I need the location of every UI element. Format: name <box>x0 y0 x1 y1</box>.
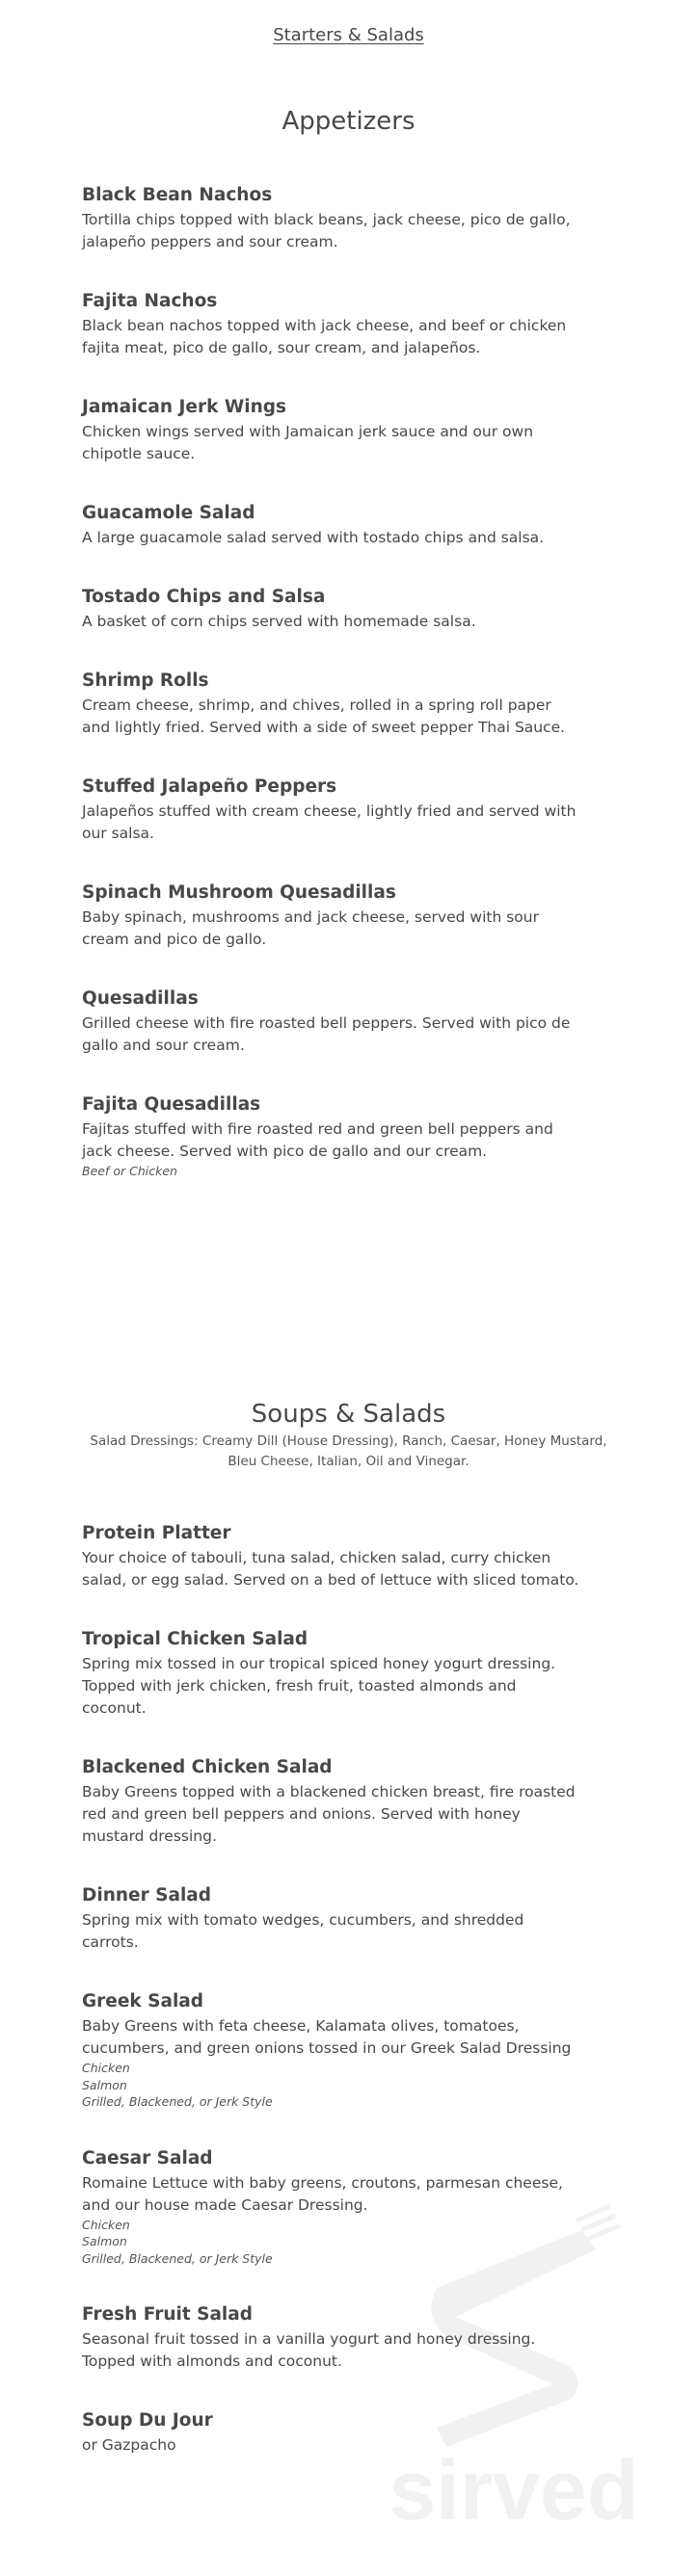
menu-item-description: Baby Greens with feta cheese, Kalamata olives, tomatoes, cucumbers, and green onions tossed in our Greek Salad Dressing <box>82 2017 572 2057</box>
menu-item-name: Tostado Chips and Salsa <box>82 587 326 607</box>
menu-item-name: Black Bean Nachos <box>82 185 273 205</box>
menu-item-option: Beef or Chicken <box>82 1164 177 1178</box>
menu-item <box>82 1754 583 1848</box>
section-title: Soups & Salads <box>251 1400 446 1429</box>
menu-item-name: Quesadillas <box>82 988 199 1009</box>
menu-item <box>82 500 583 549</box>
menu-item-description: or Gazpacho <box>82 2436 176 2454</box>
menu-item-description: Grilled cheese with fire roasted bell peppers. Served with pico de gallo and sour cream. <box>82 1014 571 1054</box>
menu-item-name: Soup Du Jour <box>82 2410 213 2431</box>
menu-item-description: Baby spinach, mushrooms and jack cheese, served with sour cream and pico de gallo. <box>82 908 539 948</box>
menu-item <box>82 1520 583 1591</box>
menu-item-description: Spring mix tossed in our tropical spiced honey yogurt dressing. Topped with jerk chicken, fresh fruit, toasted almonds and coconut. <box>82 1655 556 1717</box>
menu-item-option: Chicken <box>82 2217 130 2232</box>
menu-item-name: Tropical Chicken Salad <box>82 1629 308 1649</box>
starters-salads-link[interactable]: Starters & Salads <box>273 25 424 45</box>
menu-item <box>82 1988 583 2111</box>
soups-salads-section <box>0 1399 697 1472</box>
menu-item-name: Fresh Fruit Salad <box>82 2304 253 2325</box>
menu-item-name: Shrimp Rolls <box>82 670 209 691</box>
section-title: Appetizers <box>281 107 416 136</box>
menu-item <box>82 2301 583 2373</box>
menu-item-option: Salmon <box>82 2077 127 2092</box>
menu-item-name: Spinach Mushroom Quesadillas <box>82 882 396 903</box>
menu-item-description: Seasonal fruit tossed in a vanilla yogurt and honey dressing. Topped with almonds and coconut. <box>82 2330 536 2370</box>
watermark-text: sirved <box>389 2442 639 2534</box>
menu-item-description: Fajitas stuffed with fire roasted red and green bell peppers and jack cheese. Served with pico de gallo and our cream. <box>82 1120 553 1160</box>
menu-item <box>82 2407 583 2457</box>
menu-item-option: Salmon <box>82 2234 127 2248</box>
menu-item-name: Fajita Quesadillas <box>82 1094 261 1115</box>
menu-item-name: Dinner Salad <box>82 1885 212 1906</box>
menu-item <box>82 288 583 359</box>
menu-item-name: Protein Platter <box>82 1523 231 1543</box>
appetizers-section <box>0 106 697 137</box>
menu-item-description: Black bean nachos topped with jack cheese, and beef or chicken fajita meat, pico de gallo, sour cream, and jalapeños. <box>82 317 567 356</box>
menu-item-name: Caesar Salad <box>82 2147 213 2169</box>
menu-item-description: Chicken wings served with Jamaican jerk sauce and our own chipotle sauce. <box>82 423 534 462</box>
menu-item-description: A large guacamole salad served with tostado chips and salsa. <box>82 529 545 546</box>
menu-item-description: Jalapeños stuffed with cream cheese, lightly fried and served with our salsa. <box>82 802 576 842</box>
menu-item <box>82 668 583 739</box>
menu-item-name: Greek Salad <box>82 1991 204 2011</box>
soups-salads-list <box>82 1520 583 2491</box>
menu-item <box>82 394 583 465</box>
menu-item-name: Fajita Nachos <box>82 291 218 311</box>
menu-item <box>82 584 583 633</box>
menu-item <box>82 1626 583 1720</box>
menu-item <box>82 774 583 845</box>
menu-item-name: Guacamole Salad <box>82 503 255 523</box>
menu-item-option: Grilled, Blackened, or Jerk Style <box>82 2094 273 2109</box>
menu-item-option: Chicken <box>82 2061 130 2075</box>
menu-item-name: Stuffed Jalapeño Peppers <box>82 776 337 797</box>
menu-item-option: Grilled, Blackened, or Jerk Style <box>82 2250 273 2266</box>
menu-item-description: Baby Greens topped with a blackened chicken breast, fire roasted red and green bell peppers and onions. Served with honey mustard dressing. <box>82 1783 576 1845</box>
menu-item-description: Cream cheese, shrimp, and chives, rolled in a spring roll paper and lightly fried. Served with a side of sweet pepper Thai Sauce. <box>82 697 566 736</box>
menu-item-description: Tortilla chips topped with black beans, jack cheese, pico de gallo, jalapeño peppers and sour cream. <box>82 211 571 250</box>
menu-item <box>82 1882 583 1954</box>
menu-item-description: Spring mix with tomato wedges, cucumbers, and shredded carrots. <box>82 1911 524 1951</box>
menu-item <box>82 182 583 253</box>
menu-item <box>82 880 583 951</box>
menu-item-description: A basket of corn chips served with homemade salsa. <box>82 613 476 630</box>
menu-item-description: Romaine Lettuce with baby greens, croutons, parmesan cheese, and our house made Caesar Dressing. <box>82 2173 563 2214</box>
menu-item <box>82 2145 583 2268</box>
salad-dressings-note: Salad Dressings: Creamy Dill (House Dressing), Ranch, Caesar, Honey Mustard, Bleu Cheese, Italian, Oil and Vinegar. <box>90 1433 607 1469</box>
menu-item <box>82 986 583 1057</box>
appetizers-list <box>82 182 583 1215</box>
menu-item-name: Jamaican Jerk Wings <box>82 397 287 417</box>
menu-item-name: Blackened Chicken Salad <box>82 1757 333 1777</box>
section-nav <box>0 25 697 45</box>
menu-item-description: Your choice of tabouli, tuna salad, chicken salad, curry chicken salad, or egg salad. Served on a bed of lettuce with sliced tomato. <box>82 1549 579 1589</box>
menu-item <box>82 1091 583 1180</box>
